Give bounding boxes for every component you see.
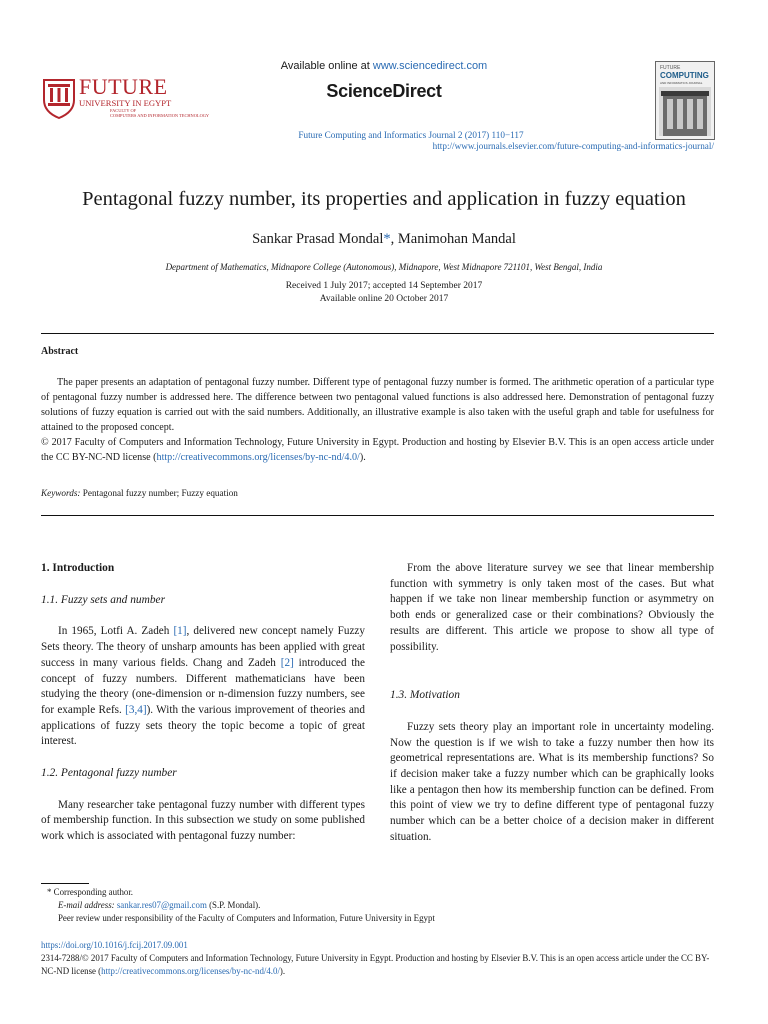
abstract-heading: Abstract [41,346,79,357]
logo-tagline-2: COMPUTERS AND INFORMATION TECHNOLOGY [110,113,210,118]
footnote-peer-review: Peer review under responsibility of the Faculty of Computers and Information, Future University in Egypt [58,913,435,924]
sciencedirect-brand: ScienceDirect [326,81,442,101]
abstract-text: The paper presents an adaptation of pentagonal fuzzy number. Different type of pentagonal fuzzy number is formed. The arithmetic operation of a particular type of pentagonal fuzzy number is addressed here. The difference between two pentagonal valued functions is also addressed here. Demonstration of pentagonal fuzzy solutions of fuzzy equation is carried out with the said numbers. Additionally, an illustrative example is also taken with the useful graph and table for usefulness for attained to the proposed concept. [41,377,714,433]
footnote-rule [41,883,89,884]
left-column [41,561,365,845]
license-link[interactable]: http://creativecommons.org/licenses/by-nc-nd/4.0/ [156,452,360,463]
available-online-text: Available online at [280,60,373,72]
email-link[interactable]: sankar.res07@gmail.com [116,900,207,911]
doi-link[interactable]: https://doi.org/10.1016/j.fcij.2017.09.001 [41,940,188,950]
received-accepted-date: Received 1 July 2017; accepted 14 September 2017 [285,281,483,291]
subsection-heading-motivation: 1.3. Motivation [390,689,460,702]
ref-1-link[interactable]: [1] [173,625,187,638]
author-mondal: Sankar Prasad Mondal [252,231,384,247]
copyright-close: ). [359,452,366,463]
subsection-heading-pentagonal: 1.2. Pentagonal fuzzy number [41,767,177,780]
logo-subtitle: UNIVERSITY IN EGYPT [79,98,172,108]
keywords-label: Keywords: [41,488,81,498]
corresponding-author-mark[interactable]: * [383,231,391,247]
abstract-body [41,375,714,465]
paragraph-zadeh: In 1965, Lotfi A. Zadeh [1], delivered new concept namely Fuzzy Sets theory. The theory of unsharp amounts has been applied with great success in many various fields. Chang and Zadeh [2] introduced the concept of fuzzy numbers. Different mathematicians have been studying the theory (one-dimension or n-dimension fuzzy numbers, see for example Refs. [3,4]). With the various improvement of theories and applications of fuzzy sets theory the topic become a topic of great interest. [41,625,365,748]
email-label: E-mail address: [58,900,115,911]
issn-copyright: 2314-7288/© 2017 Faculty of Computers and Information Technology, Future University in Egypt. Production and hosting by Elsevier B.V. This is an open access article under the CC BY-NC-ND license (http://creativecommons.org/licenses/by-nc-nd/4.0/). [41,953,710,977]
keywords [41,488,238,498]
copyright-text: © 2017 Faculty of Computers and Information Technology, Future University in Egypt. Production and hosting by Elsevier B.V. This is an open access article under the CC BY-NC-ND license ( [41,437,714,463]
cover-title-computing: COMPUTING [660,71,709,80]
footnote-corresponding: * Corresponding author. [47,887,134,897]
logo-wordmark: FUTURE [79,74,168,99]
subsection-heading-fuzzy-sets: 1.1. Fuzzy sets and number [41,593,166,606]
available-online-line [0,60,768,72]
keywords-text: Pentagonal fuzzy number; Fuzzy equation [80,488,238,498]
journal-url-link[interactable]: http://www.journals.elsevier.com/future-computing-and-informatics-journal/ [432,141,714,151]
journal-citation: Future Computing and Informatics Journal 2 (2017) 110−117 [298,130,524,140]
abstract-top-rule [41,333,714,334]
bottom-info [41,939,721,979]
affiliation: Department of Mathematics, Midnapore College (Autonomous), Midnapore, West Midnapore 721101, West Bengal, India [165,262,603,272]
ref-2-link[interactable]: [2] [280,656,294,669]
author-mandal: , Manimohan Mandal [390,231,516,247]
article-dates [0,280,768,306]
paragraph-motivation: Fuzzy sets theory play an important role in uncertainty modeling. Now the question is if we wish to take a fuzzy number then how its geometrical representations are. What is its membership functions? So if decision maker take a fuzzy number which can be graphically looks like a pentagon then how its membership function can be defined. From this point of view we try to define different type of pentagonal fuzzy number which can be a better choice of a decision maker in different situation. [390,720,714,843]
logo-tagline-1: FACULTY OF [110,108,137,113]
abstract-bottom-rule [41,515,714,516]
footnotes [41,886,721,926]
section-heading-introduction: 1. Introduction [41,562,115,574]
footnote-email [41,899,721,912]
cover-title-future: FUTURE [660,65,681,71]
paragraph-literature-survey: From the above literature survey we see that linear membership function with symmetry is only taken most of the cases. But what happen if we take non linear membership function or asymmetry on both ends or generalized case or their combinations? Obviously the results are different. This article we propose to show all type of possibility. [390,562,714,653]
cover-subtitle: AND INFORMATICS JOURNAL [660,81,703,85]
right-column [390,561,714,846]
abstract-copyright [41,435,714,465]
bottom-license-link[interactable]: http://creativecommons.org/licenses/by-nc-nd/4.0/ [101,966,280,977]
ref-3-4-link[interactable]: [3,4] [125,703,147,716]
cover-building-image [659,87,711,136]
sciencedirect-link[interactable]: www.sciencedirect.com [372,60,488,72]
paragraph-pentagonal: Many researcher take pentagonal fuzzy number with different types of membership function. In this subsection we study on some published work which is associated with pentagonal fuzzy number: [41,798,365,843]
journal-cover[interactable] [655,61,715,140]
article-title: Pentagonal fuzzy number, its properties and application in fuzzy equation [82,188,686,210]
available-online-date: Available online 20 October 2017 [319,294,449,304]
author-list [0,231,768,248]
email-owner: (S.P. Mondal). [206,900,261,911]
